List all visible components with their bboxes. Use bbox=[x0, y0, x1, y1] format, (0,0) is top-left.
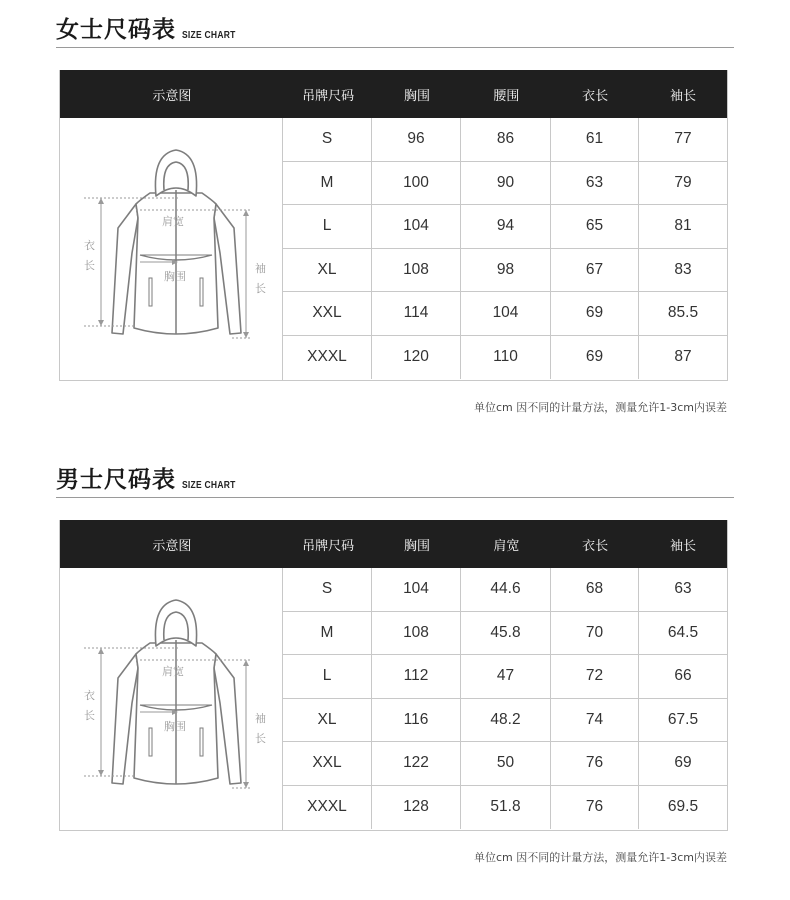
diagram-label-length-2: 长 bbox=[84, 259, 95, 272]
table-row bbox=[283, 699, 727, 743]
header-tag-size: 吊牌尺码 bbox=[302, 538, 355, 554]
table-row bbox=[283, 612, 727, 656]
cell-size: M bbox=[283, 162, 372, 205]
header-sleeve: 袖长 bbox=[670, 88, 697, 104]
cell-value: 81 bbox=[674, 217, 692, 235]
men-measure-note: 单位cm 因不同的计量方法，测量允许1-3cm内误差 bbox=[474, 851, 727, 864]
cell-value: 83 bbox=[674, 260, 692, 278]
diagram-label-sleeve-2: 长 bbox=[255, 732, 266, 745]
cell-value: 116 bbox=[372, 699, 461, 742]
table-row bbox=[283, 655, 727, 699]
cell-value: 69.5 bbox=[667, 798, 699, 816]
diagram-label-length-1: 衣 bbox=[84, 689, 95, 702]
women-title-en: SIZE CHART bbox=[182, 30, 236, 41]
table-row bbox=[283, 292, 727, 336]
women-jacket-diagram bbox=[60, 118, 283, 380]
cell-size: S bbox=[283, 118, 372, 161]
table-row bbox=[283, 786, 727, 830]
cell-value: 44.6 bbox=[461, 568, 551, 611]
diagram-label-shoulder: 肩宽 bbox=[162, 665, 184, 678]
table-row bbox=[283, 118, 727, 162]
header-sleeve: 袖长 bbox=[670, 538, 697, 554]
header-diagram: 示意图 bbox=[152, 538, 192, 554]
cell-value: 110 bbox=[461, 336, 551, 380]
cell-size: XXL bbox=[283, 292, 372, 335]
cell-value: 67 bbox=[551, 249, 639, 292]
cell-size: M bbox=[283, 612, 372, 655]
cell-value: 45.8 bbox=[461, 612, 551, 655]
cell-value: 79 bbox=[674, 173, 692, 191]
women-measure-note: 单位cm 因不同的计量方法，测量允许1-3cm内误差 bbox=[474, 401, 727, 414]
cell-value: 74 bbox=[551, 699, 639, 742]
cell-value: 108 bbox=[372, 612, 461, 655]
cell-size: L bbox=[283, 655, 372, 698]
cell-size: XXXL bbox=[283, 786, 372, 830]
cell-value: 104 bbox=[372, 568, 461, 611]
header-chest: 胸围 bbox=[403, 538, 430, 554]
cell-value: 114 bbox=[372, 292, 461, 335]
header-diagram: 示意图 bbox=[152, 88, 192, 104]
cell-value: 67.5 bbox=[667, 710, 699, 728]
men-table-header bbox=[60, 520, 727, 568]
cell-value: 104 bbox=[461, 292, 551, 335]
cell-value: 87 bbox=[674, 348, 692, 366]
header-shoulder: 肩宽 bbox=[493, 538, 520, 554]
cell-value: 51.8 bbox=[461, 786, 551, 830]
diagram-label-chest: 胸围 bbox=[164, 720, 186, 733]
header-waist: 腰围 bbox=[493, 88, 520, 104]
table-row bbox=[283, 249, 727, 293]
cell-value: 50 bbox=[461, 742, 551, 785]
men-title-zh: 男士尺码表 bbox=[56, 467, 176, 493]
diagram-label-sleeve-1: 袖 bbox=[255, 262, 266, 275]
cell-value: 64.5 bbox=[667, 623, 699, 641]
diagram-label-length-1: 衣 bbox=[84, 239, 95, 252]
cell-value: 69 bbox=[674, 754, 692, 772]
cell-size: L bbox=[283, 205, 372, 248]
cell-size: S bbox=[283, 568, 372, 611]
cell-value: 77 bbox=[674, 130, 692, 148]
cell-value: 63 bbox=[674, 580, 692, 598]
table-row bbox=[283, 742, 727, 786]
cell-value: 69 bbox=[551, 292, 639, 335]
cell-value: 112 bbox=[372, 655, 461, 698]
cell-value: 61 bbox=[551, 118, 639, 161]
men-size-table bbox=[59, 520, 728, 831]
table-row bbox=[283, 162, 727, 206]
diagram-label-sleeve-1: 袖 bbox=[255, 712, 266, 725]
men-title-en: SIZE CHART bbox=[182, 480, 236, 491]
men-title bbox=[56, 458, 245, 494]
cell-value: 70 bbox=[551, 612, 639, 655]
cell-value: 128 bbox=[372, 786, 461, 830]
cell-value: 65 bbox=[551, 205, 639, 248]
diagram-label-length-2: 长 bbox=[84, 709, 95, 722]
cell-value: 68 bbox=[551, 568, 639, 611]
cell-value: 63 bbox=[551, 162, 639, 205]
women-table-header bbox=[60, 70, 727, 118]
cell-value: 122 bbox=[372, 742, 461, 785]
women-title-rule bbox=[56, 47, 734, 48]
cell-value: 47 bbox=[461, 655, 551, 698]
cell-value: 48.2 bbox=[461, 699, 551, 742]
diagram-label-sleeve-2: 长 bbox=[255, 282, 266, 295]
table-row bbox=[283, 336, 727, 380]
cell-value: 94 bbox=[461, 205, 551, 248]
diagram-label-shoulder: 肩宽 bbox=[162, 215, 184, 228]
table-row bbox=[283, 568, 727, 612]
cell-value: 66 bbox=[674, 667, 692, 685]
cell-value: 72 bbox=[551, 655, 639, 698]
cell-value: 76 bbox=[551, 786, 639, 830]
header-tag-size: 吊牌尺码 bbox=[302, 88, 355, 104]
cell-value: 98 bbox=[461, 249, 551, 292]
diagram-label-chest: 胸围 bbox=[164, 270, 186, 283]
header-length: 衣长 bbox=[582, 538, 609, 554]
men-title-rule bbox=[56, 497, 734, 498]
cell-value: 120 bbox=[372, 336, 461, 380]
cell-value: 100 bbox=[372, 162, 461, 205]
cell-value: 86 bbox=[461, 118, 551, 161]
cell-size: XXXL bbox=[283, 336, 372, 380]
women-title-zh: 女士尺码表 bbox=[56, 17, 176, 43]
header-length: 衣长 bbox=[582, 88, 609, 104]
cell-value: 90 bbox=[461, 162, 551, 205]
cell-size: XL bbox=[283, 249, 372, 292]
cell-value: 76 bbox=[551, 742, 639, 785]
cell-value: 96 bbox=[372, 118, 461, 161]
men-jacket-diagram bbox=[60, 568, 283, 830]
cell-value: 85.5 bbox=[667, 304, 699, 322]
cell-size: XL bbox=[283, 699, 372, 742]
cell-value: 108 bbox=[372, 249, 461, 292]
header-chest: 胸围 bbox=[403, 88, 430, 104]
women-title bbox=[56, 8, 245, 44]
table-row bbox=[283, 205, 727, 249]
cell-size: XXL bbox=[283, 742, 372, 785]
cell-value: 104 bbox=[372, 205, 461, 248]
women-size-table bbox=[59, 70, 728, 381]
cell-value: 69 bbox=[551, 336, 639, 380]
